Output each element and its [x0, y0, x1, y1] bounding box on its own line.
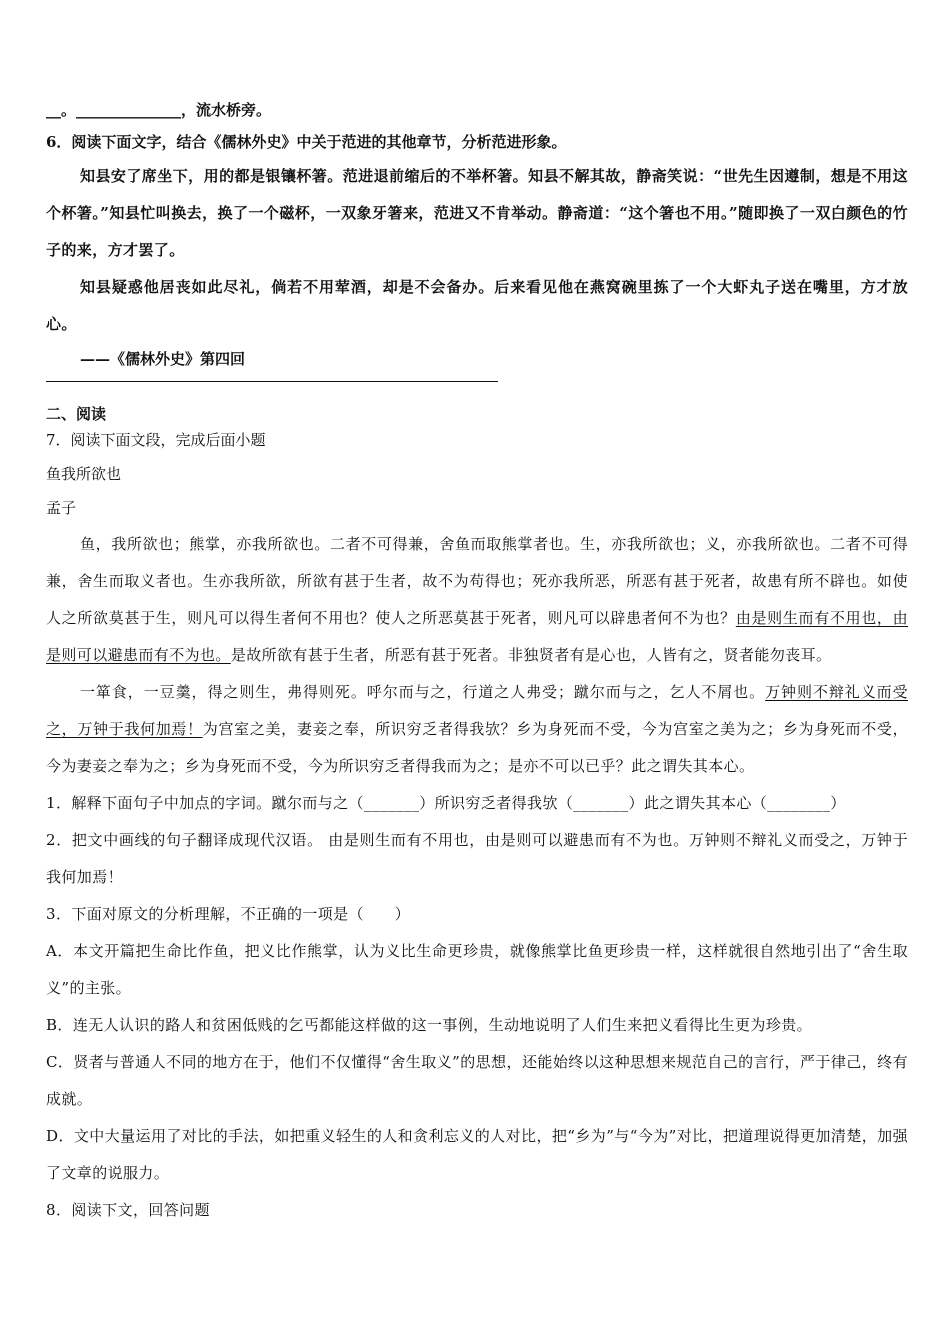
sub-question-1: 1．解释下面句子中加点的字词。蹴尔而与之（_______）所识穷乏者得我欤（_______）此之谓失其本心（________）	[46, 794, 846, 812]
answer-line	[46, 381, 498, 382]
document-page	[46, 98, 908, 1229]
question-8-prompt: 8．阅读下文，回答问题	[46, 1201, 210, 1219]
fill-blank-line: __。______________，流水桥旁。	[46, 101, 272, 119]
underlined-sentence-1: 由是则生而有不用也，由是则可以避患而有不为也。	[46, 609, 909, 664]
sub-question-3: 3．下面对原文的分析理解，不正确的一项是（ ）	[46, 905, 411, 923]
q6-passage-paragraph-2: 知县疑惑他居丧如此尽礼，倘若不用荤酒，却是不会备办。后来看见他在燕窝碗里拣了一个大虾丸子送在嘴里，方才放心。	[46, 278, 908, 333]
article-title: 鱼我所欲也	[46, 465, 122, 483]
section-title: 二、阅读	[46, 405, 107, 423]
underlined-sentence-2: 万钟则不辩礼义而受之，万钟于我何加焉！	[46, 683, 908, 738]
article-author: 孟子	[46, 499, 77, 517]
paragraph-1-text-a: 鱼，我所欲也；熊掌，亦我所欲也。二者不可得兼，舍鱼而取熊掌者也。生，亦我所欲也；义，亦我所欲也。二者不可得兼，舍生而取义者也。生亦我所欲，所欲有甚于生者，故不为苟得也；死亦我所恶，所恶有甚于死者，故患有所不辟也。如使人之所欲莫甚于生，则凡可以得生者何不用也？使人之所恶莫甚于死者，则凡可以辟患者何不为也？	[46, 535, 908, 627]
q6-source: ——《儒林外史》第四回	[80, 350, 246, 368]
q6-passage-paragraph-1: 知县安了席坐下，用的都是银镶杯箸。范进退前缩后的不举杯箸。知县不解其故，静斋笑说：“世先生因遵制，想是不用这个杯箸。”知县忙叫换去，换了一个磁杯，一双象牙箸来，范进又不肯举动。静斋道：“这个箸也不用。”随即换了一双白颜色的竹子的来，方才罢了。	[46, 167, 908, 259]
option-a: A．本文开篇把生命比作鱼，把义比作熊掌，认为义比生命更珍贵，就像熊掌比鱼更珍贵一样，这样就很自然地引出了“舍生取义”的主张。	[46, 942, 908, 997]
article-paragraph-1	[46, 526, 908, 674]
option-b: B．连无人认识的路人和贫困低贱的乞丐都能这样做的这一事例，生动地说明了人们生来把义看得比生更为珍贵。	[46, 1016, 813, 1034]
article-paragraph-2	[46, 674, 908, 785]
paragraph-1-text-b: 是故所欲有甚于生者，所恶有甚于死者。非独贤者有是心也，人皆有之，贤者能勿丧耳。	[230, 646, 832, 664]
paragraph-2-text-a: 一箪食，一豆羹，得之则生，弗得则死。呼尔而与之，行道之人弗受；蹴尔而与之，乞人不屑也。	[80, 683, 766, 701]
question-6-prompt: 6．阅读下面文字，结合《儒林外史》中关于范进的其他章节，分析范进形象。	[46, 133, 567, 151]
option-d: D．文中大量运用了对比的手法，如把重义轻生的人和贪利忘义的人对比，把“乡为”与“今为”对比，把道理说得更加清楚，加强了文章的说服力。	[46, 1127, 908, 1182]
option-c: C．贤者与普通人不同的地方在于，他们不仅懂得“舍生取义”的思想，还能始终以这种思想来规范自己的言行，严于律己，终有成就。	[46, 1053, 908, 1108]
sub-question-2: 2．把文中画线的句子翻译成现代汉语。 由是则生而有不用也，由是则可以避患而有不为也。万钟则不辩礼义而受之，万钟于我何加焉！	[46, 831, 908, 886]
question-7-prompt: 7．阅读下面文段，完成后面小题	[46, 431, 266, 449]
paragraph-2-text-b: 为宫室之美，妻妾之奉，所识穷乏者得我欤？乡为身死而不受，今为宫室之美为之；乡为身死而不受，今为妻妾之奉为之；乡为身死而不受，今为所识穷乏者得我而为之；是亦不可以已乎？此之谓失其本心。	[46, 720, 908, 775]
